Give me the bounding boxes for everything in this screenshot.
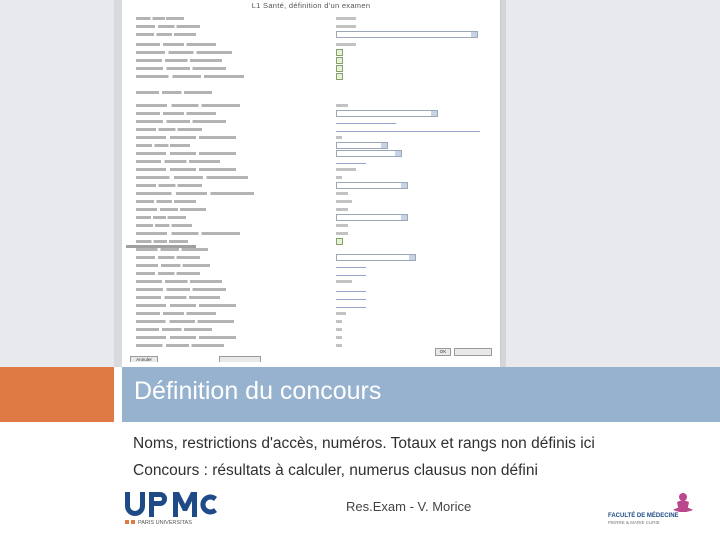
form-row [136,49,488,56]
form-row-label [136,320,234,323]
form-row [136,262,488,269]
form-row [136,230,488,237]
form-row [136,110,488,117]
form-select[interactable] [336,142,388,149]
form-checkbox[interactable] [336,57,343,64]
form-row-label [136,224,192,227]
form-row [136,57,488,64]
form-row-label [136,104,240,107]
form-row [136,270,488,277]
form-row [136,118,488,125]
slide-title: Définition du concours [134,377,382,405]
form-select[interactable] [336,110,438,117]
form-input[interactable] [336,320,342,323]
form-input[interactable] [336,302,366,308]
form-row-label [136,67,226,70]
apply-button[interactable] [454,348,492,356]
form-checkbox[interactable] [336,65,343,72]
left-decor-band [0,0,114,367]
form-row-label [136,240,188,243]
form-select[interactable] [336,31,478,38]
form-input[interactable] [336,232,348,235]
form-row [136,182,488,189]
form-row-label [136,256,200,259]
upmc-logo [124,489,220,527]
form-select[interactable] [336,214,408,221]
form-row-label [136,344,224,347]
form-row [136,238,488,245]
form-checkbox[interactable] [336,238,343,245]
faculte-subtext: PIERRE & MARIE CURIE [608,520,660,525]
form-input[interactable] [336,208,348,211]
form-row [136,318,488,325]
faculte-text: FACULTÉ DE MÉDECINE [608,513,679,519]
form-input[interactable] [336,168,356,171]
form-row [136,31,488,38]
ok-button[interactable]: OK [435,348,451,356]
form-input[interactable] [336,200,352,203]
form-input[interactable] [336,43,356,46]
left-decor-strip [114,0,122,367]
form-row-label [136,120,226,123]
form-row [136,65,488,72]
form-row-label [136,272,200,275]
form-row-label [136,192,254,195]
exam-form-screenshot [122,0,501,362]
cancel-button[interactable]: Annuler [130,356,158,362]
form-row [136,278,488,285]
form-row [136,89,488,96]
form-row [136,158,488,165]
form-row [136,126,488,133]
form-row-label [136,200,196,203]
form-row-label [136,91,212,94]
form-input[interactable] [336,344,342,347]
form-input[interactable] [336,294,366,300]
faculte-logo [605,488,705,528]
form-input[interactable] [336,262,366,268]
slide-title-bar [122,367,720,422]
form-row [136,41,488,48]
form-row [136,150,488,157]
bullet-2: Concours : résultats à calculer, numerus clausus non défini [133,462,538,479]
form-select[interactable] [336,254,416,261]
form-row [136,214,488,221]
form-row-label [136,288,226,291]
form-row-label [136,112,216,115]
right-decor-band [500,0,720,367]
form-row-label [136,25,200,28]
form-row-label [136,336,236,339]
form-row-label [136,75,244,78]
form-row [136,222,488,229]
form-row-label [136,168,236,171]
form-row-label [136,160,220,163]
form-row [136,286,488,293]
form-row-label [136,216,186,219]
form-window-title: L1 Santé, définition d'un examen [251,1,371,10]
form-row [136,206,488,213]
form-row [136,23,488,30]
form-row-label [136,328,212,331]
form-input[interactable] [336,328,342,331]
form-row-label [136,280,222,283]
form-input[interactable] [336,104,348,107]
form-row-label [136,208,206,211]
form-input[interactable] [336,118,396,124]
form-row-label [136,33,196,36]
form-row [136,15,488,22]
footer-text: Res.Exam - V. Morice [346,499,472,514]
form-row [136,302,488,309]
form-row-label [136,264,210,267]
bullet-1: Noms, restrictions d'accès, numéros. Totaux et rangs non définis ici [133,435,595,452]
form-row [136,326,488,333]
form-row-label [136,176,248,179]
upmc-subtext: PARIS UNIVERSITAS [138,520,192,526]
form-row-label [136,248,208,251]
form-row-label [136,59,222,62]
form-input[interactable] [336,126,480,132]
form-row-label [136,144,190,147]
form-row [136,334,488,341]
form-input[interactable] [336,25,356,28]
form-input[interactable] [336,192,348,195]
form-row-label [136,136,236,139]
form-input[interactable] [336,286,366,292]
form-row-label [136,312,216,315]
form-row [136,310,488,317]
form-row [136,198,488,205]
form-input[interactable] [336,224,348,227]
form-input[interactable] [336,280,352,283]
form-select[interactable] [336,182,408,189]
form-input[interactable] [336,336,342,339]
form-row-label [136,17,184,20]
form-input[interactable] [336,270,366,276]
form-row-label [136,296,220,299]
form-row [136,294,488,301]
form-input[interactable] [336,17,356,20]
form-row-label [136,184,202,187]
form-checkbox[interactable] [336,49,343,56]
form-row-label [136,152,236,155]
form-row [136,190,488,197]
form-select[interactable] [336,150,402,157]
form-row [136,134,488,141]
form-input[interactable] [336,136,342,139]
form-row [136,254,488,261]
secondary-button[interactable] [219,356,261,362]
form-input[interactable] [336,158,366,164]
form-row [136,166,488,173]
form-row [136,102,488,109]
accent-block [0,367,114,422]
form-row-label [136,304,236,307]
form-input[interactable] [336,312,346,315]
form-row-label [136,232,240,235]
form-input[interactable] [336,176,342,179]
form-row [136,73,488,80]
form-row [136,142,488,149]
form-row-label [136,51,232,54]
form-row-label [136,128,202,131]
form-row-label [136,43,216,46]
form-section-header [126,245,196,248]
form-row [136,174,488,181]
form-checkbox[interactable] [336,73,343,80]
